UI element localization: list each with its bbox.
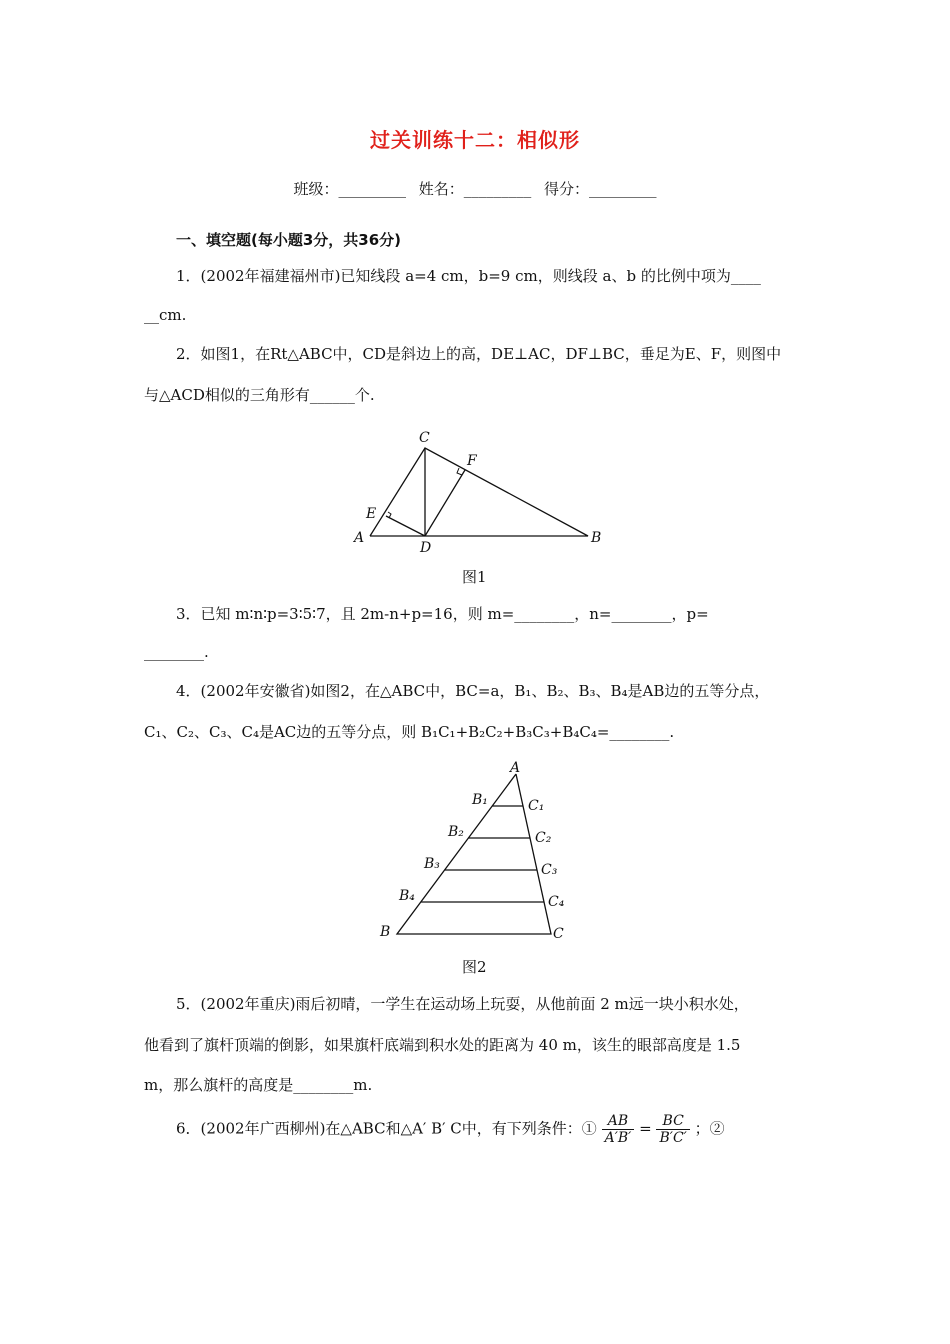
question-1-line-2: __cm. bbox=[144, 306, 187, 324]
fig2-label-c3: C₃ bbox=[541, 862, 558, 878]
score-field: 得分：_________ bbox=[544, 180, 657, 198]
fig2-label-b: B bbox=[380, 924, 391, 940]
fig2-label-b1: B₁ bbox=[472, 792, 488, 808]
page-title: 过关训练十二：相似形 bbox=[370, 128, 580, 152]
fig1-label-b: B bbox=[591, 530, 602, 546]
name-field: 姓名：_________ bbox=[418, 180, 532, 198]
figure-1-caption: 图1 bbox=[462, 568, 487, 586]
fig2-label-b3: B₃ bbox=[424, 856, 440, 872]
fraction-1-numerator: AB bbox=[602, 1113, 635, 1130]
question-6-tail: ；② bbox=[694, 1119, 725, 1138]
right-angle-mark-f bbox=[457, 468, 462, 475]
fig2-label-c2: C₂ bbox=[535, 830, 552, 846]
question-1-line-1: 1．(2002年福建福州市)已知线段 a=4 cm，b=9 cm，则线段 a、b 的比例中项为____ bbox=[176, 267, 761, 285]
fraction-1-denominator: A′B′ bbox=[604, 1130, 632, 1146]
student-info-line bbox=[0, 178, 950, 199]
fig2-label-b2: B₂ bbox=[448, 824, 464, 840]
figure-1-diagram bbox=[340, 420, 620, 560]
fig2-label-c4: C₄ bbox=[548, 894, 565, 910]
fig1-label-a: A bbox=[354, 530, 365, 546]
segment-df bbox=[425, 470, 465, 536]
question-4-line-2: C₁、C₂、C₃、C₄是AC边的五等分点，则 B₁C₁+B₂C₂+B₃C₃+B₄C₄=________. bbox=[144, 723, 675, 741]
fig2-label-c: C bbox=[553, 926, 564, 942]
triangle-abc bbox=[370, 448, 588, 536]
question-5-line-3: m，那么旗杆的高度是________m. bbox=[144, 1076, 373, 1094]
figure-2-diagram bbox=[370, 756, 580, 946]
fig2-label-c1: C₁ bbox=[528, 798, 545, 814]
fig1-label-c: C bbox=[419, 430, 430, 446]
fig2-label-b4: B₄ bbox=[399, 888, 415, 904]
fig1-label-f: F bbox=[467, 453, 477, 469]
question-5-line-1: 5．(2002年重庆)雨后初晴，一学生在运动场上玩耍，从他前面 2 m远一块小积水处， bbox=[176, 995, 749, 1013]
fraction-ab-over-a-prime-b-prime bbox=[602, 1113, 635, 1146]
question-2-line-2: 与△ACD相似的三角形有______个. bbox=[144, 386, 375, 404]
section-heading: 一、填空题(每小题3分，共36分) bbox=[176, 231, 402, 249]
fraction-2-denominator: B′C′ bbox=[659, 1130, 687, 1146]
equals-sign: = bbox=[639, 1119, 652, 1138]
question-2-line-1: 2．如图1，在Rt△ABC中，CD是斜边上的高，DE⊥AC，DF⊥BC，垂足为E、F，则图中 bbox=[176, 345, 782, 363]
fraction-2-numerator: BC bbox=[656, 1113, 689, 1130]
question-6-text: 6．(2002年广西柳州)在△ABC和△A′ B′ C中，有下列条件：① bbox=[176, 1119, 597, 1138]
fig1-label-e: E bbox=[366, 506, 377, 522]
figure-2-caption: 图2 bbox=[462, 958, 487, 976]
question-4-line-1: 4．(2002年安徽省)如图2，在△ABC中，BC=a，B₁、B₂、B₃、B₄是AB边的五等分点， bbox=[176, 682, 770, 700]
fig1-label-d: D bbox=[420, 540, 432, 556]
fraction-bc-over-b-prime-c-prime bbox=[656, 1113, 689, 1146]
class-field: 班级：_________ bbox=[293, 180, 406, 198]
fig2-label-a: A bbox=[510, 760, 521, 776]
question-3-line-1: 3．已知 m∶n∶p=3∶5∶7，且 2m-n+p=16，则 m=________，n=________，p= bbox=[176, 605, 709, 623]
question-6-line-1 bbox=[176, 1113, 725, 1146]
segment-de bbox=[386, 516, 425, 536]
question-5-line-2: 他看到了旗杆顶端的倒影，如果旗杆底端到积水处的距离为 40 m，该生的眼部高度是 1.5 bbox=[144, 1036, 741, 1054]
question-3-line-2: ________. bbox=[144, 643, 209, 661]
